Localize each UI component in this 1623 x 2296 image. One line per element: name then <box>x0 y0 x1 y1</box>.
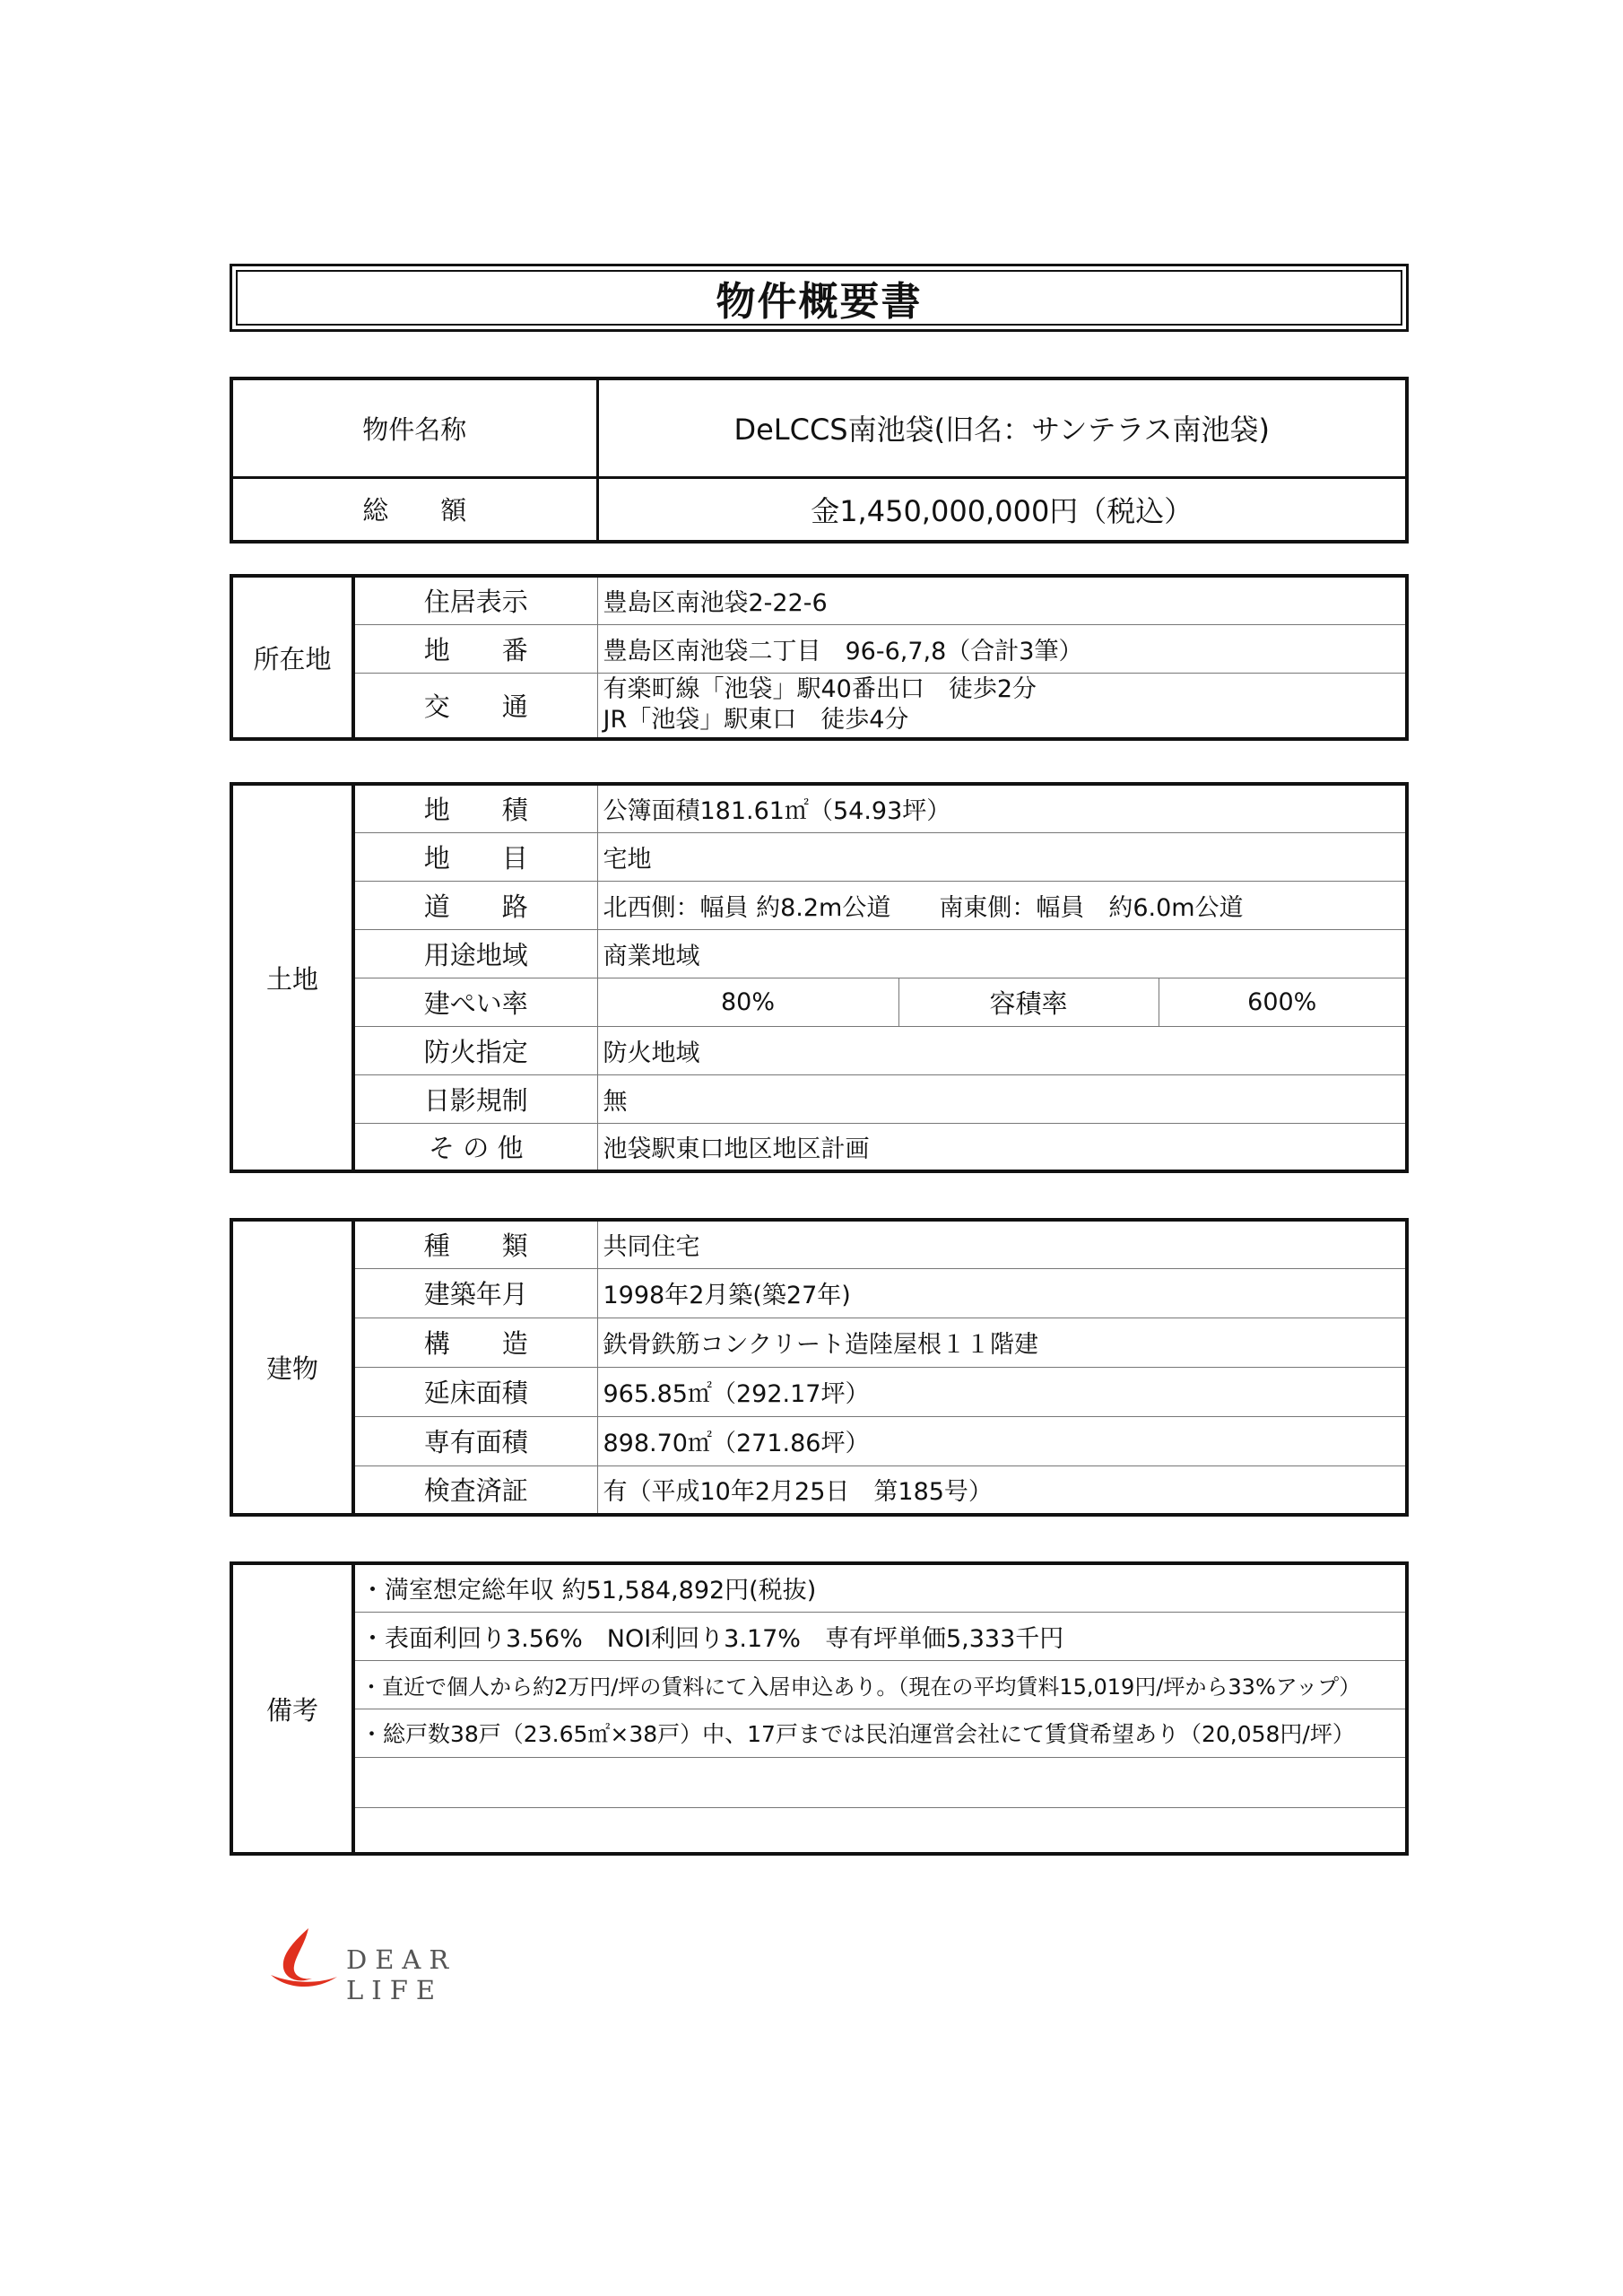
remarks-table <box>230 1561 1409 1856</box>
row-label: 構 造 <box>353 1318 597 1367</box>
remark-line: ・直近で個人から約2万円/坪の賃料にて入居申込あり。（現在の平均賃料15,019円/坪から33%アップ） <box>353 1660 1407 1709</box>
row-label: 防火指定 <box>353 1026 597 1074</box>
remarks-group-label: 備考 <box>231 1563 353 1854</box>
land-table <box>230 782 1409 1173</box>
row-value: 無 <box>597 1074 1407 1123</box>
row-value: 鉄骨鉄筋コンクリート造陸屋根１１階建 <box>597 1318 1407 1367</box>
total-price-label: 総 額 <box>231 477 597 542</box>
row-value: 池袋駅東口地区地区計画 <box>597 1123 1407 1171</box>
row-label: 道 路 <box>353 881 597 929</box>
location-group-label: 所在地 <box>231 576 353 739</box>
page-title: 物件概要書 <box>236 270 1402 326</box>
row-value: 有（平成10年2月25日 第185号） <box>597 1465 1407 1515</box>
row-label: 延床面積 <box>353 1367 597 1416</box>
remark-line <box>353 1807 1407 1854</box>
row-label: 地 積 <box>353 784 597 832</box>
property-name-label: 物件名称 <box>231 378 597 477</box>
row-value: 公簿面積181.61㎡（54.93坪） <box>597 784 1407 832</box>
row-value: 防火地域 <box>597 1026 1407 1074</box>
property-name-value: DeLCCS南池袋(旧名：サンテラス南池袋) <box>597 378 1407 477</box>
row-value: 商業地域 <box>597 929 1407 978</box>
row-label: 専有面積 <box>353 1416 597 1465</box>
access-values <box>597 673 1407 739</box>
row-value: 965.85㎡（292.17坪） <box>597 1367 1407 1416</box>
remark-line: ・総戸数38戸（23.65㎡×38戸）中、17戸までは民泊運営会社にて賃貸希望あり（20,058円/坪） <box>353 1709 1407 1757</box>
floor-area-ratio-label: 容積率 <box>898 978 1159 1026</box>
row-label: 日影規制 <box>353 1074 597 1123</box>
row-value: 共同住宅 <box>597 1220 1407 1268</box>
row-label: 住居表示 <box>353 576 597 624</box>
location-table <box>230 574 1409 741</box>
row-value: 豊島区南池袋二丁目 96-6,7,8（合計3筆） <box>597 624 1407 673</box>
row-label: そ の 他 <box>353 1123 597 1171</box>
building-table <box>230 1218 1409 1517</box>
row-label: 地 番 <box>353 624 597 673</box>
land-group-label: 土地 <box>231 784 353 1171</box>
row-value: 豊島区南池袋2-22-6 <box>597 576 1407 624</box>
building-group-label: 建物 <box>231 1220 353 1515</box>
access-line-1: 有楽町線「池袋」駅40番出口 徒歩2分 <box>603 675 1037 704</box>
logo-mark-icon <box>265 1925 346 1993</box>
row-value: 898.70㎡（271.86坪） <box>597 1416 1407 1465</box>
row-value: 1998年2月築(築27年) <box>597 1268 1407 1318</box>
row-value: 北西側：幅員 約8.2m公道 南東側：幅員 約6.0m公道 <box>597 881 1407 929</box>
row-label: 種 類 <box>353 1220 597 1268</box>
remark-line <box>353 1757 1407 1807</box>
row-label: 用途地域 <box>353 929 597 978</box>
access-line-2: JR「池袋」駅東口 徒歩4分 <box>603 706 909 735</box>
row-label: 検査済証 <box>353 1465 597 1515</box>
title-box <box>230 264 1409 332</box>
remark-line: ・満室想定総年収 約51,584,892円(税抜) <box>353 1563 1407 1612</box>
property-header-table <box>230 377 1409 544</box>
dear-life-logo <box>265 1925 561 2005</box>
row-value: 宅地 <box>597 832 1407 881</box>
floor-area-ratio-value: 600% <box>1159 978 1407 1026</box>
total-price-value: 金1,450,000,000円（税込） <box>597 477 1407 542</box>
row-label: 建ぺい率 <box>353 978 597 1026</box>
row-label: 地 目 <box>353 832 597 881</box>
coverage-ratio-value: 80% <box>597 978 898 1026</box>
logo-text: DEAR LIFE <box>346 1944 457 2005</box>
row-label: 建築年月 <box>353 1268 597 1318</box>
remark-line: ・表面利回り3.56% NOI利回り3.17% 専有坪単価5,333千円 <box>353 1612 1407 1660</box>
row-label: 交 通 <box>353 673 597 739</box>
